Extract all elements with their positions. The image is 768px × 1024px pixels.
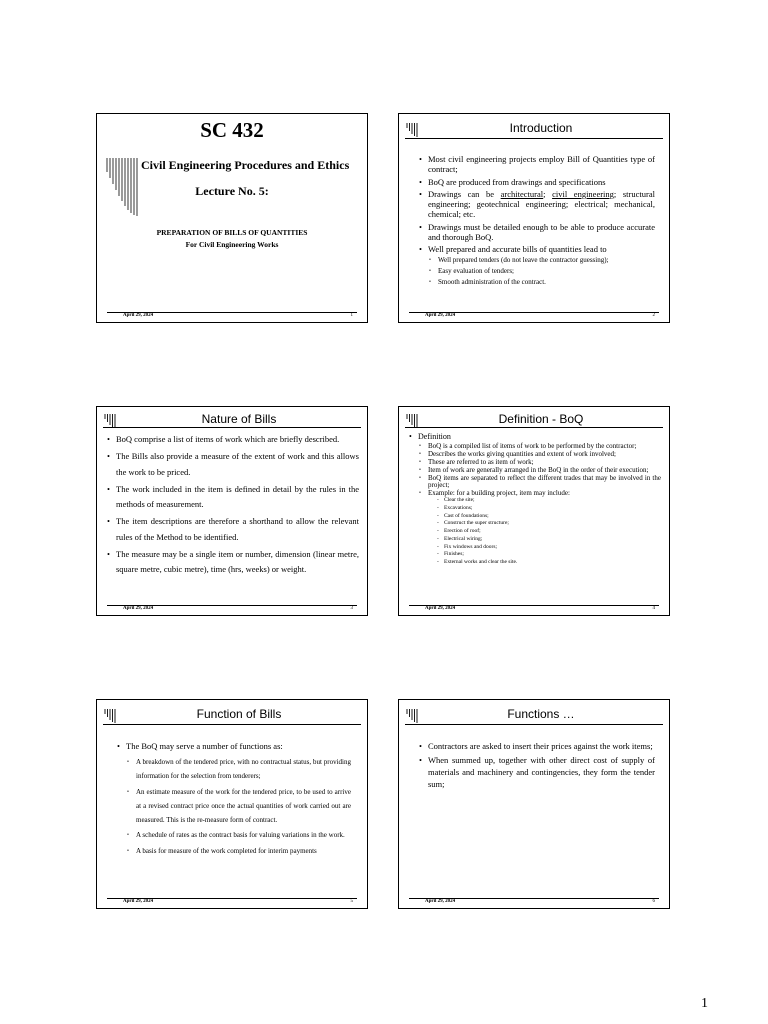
list-item: • Contractors are asked to insert their prices against the work items;: [417, 740, 655, 752]
slide-6: [398, 699, 670, 909]
bullet-list: [407, 432, 661, 567]
slide-number: 5: [350, 899, 353, 904]
page-number: 1: [701, 996, 708, 1011]
sub-item: • Well prepared tenders (do not leave the contractor guessing);: [428, 255, 655, 266]
list-item: • Drawings must be detailed enough to be able to produce accurate and thorough BoQ.: [417, 222, 655, 242]
example-item: - Electrical wiring;: [436, 536, 661, 544]
slide-5: [96, 699, 368, 909]
slide-title: Definition - BoQ: [498, 412, 584, 426]
drawings-rest: structural engineering; geotechnical engineering; electrical; mechanical, chemical; etc.: [428, 189, 655, 219]
bullet-list: [115, 740, 351, 860]
sub-item-text: Example: for a building project, item may include:: [428, 488, 570, 497]
slide-number: 2: [652, 313, 655, 318]
bars-logo-icon: [406, 709, 418, 723]
slide-title: Nature of Bills: [201, 412, 277, 426]
drawings-civil: civil engineering: [552, 189, 614, 199]
slide-number: 1: [350, 313, 353, 318]
sub-item: [418, 490, 661, 567]
bullet-list: [105, 432, 359, 579]
bullet-list: [417, 740, 655, 791]
list-item-text: The BoQ may serve a number of functions as:: [126, 741, 283, 751]
list-item: [407, 432, 661, 567]
slide-footer: [399, 312, 669, 322]
example-item: - Construct the super structure;: [436, 520, 661, 528]
slide-title: Function of Bills: [196, 707, 282, 721]
slide-title: Functions …: [507, 707, 575, 721]
slide-number: 4: [652, 606, 655, 611]
slide-2: [398, 113, 670, 323]
list-item: • Most civil engineering projects employ Bill of Quantities type of contract;: [417, 154, 655, 174]
list-item: • BoQ are produced from drawings and specifications: [417, 177, 655, 187]
slide-date: April 29, 2024: [123, 899, 154, 904]
list-item: • The measure may be a single item or number, dimension (linear metre, square metre, cubic metre), time (hrs, weeks) or weight.: [105, 547, 359, 578]
example-item: - Finishes;: [436, 551, 661, 559]
slide-date: April 29, 2024: [425, 313, 456, 318]
example-item: - Clear the site;: [436, 497, 661, 505]
slide-date: April 29, 2024: [123, 606, 154, 611]
example-item: - Erection of roof;: [436, 528, 661, 536]
sub-item: • BoQ items are separated to reflect the different trades that may be involved in the project;: [418, 475, 661, 490]
course-code: SC 432: [200, 118, 264, 142]
list-item: • Drawings can be architectural; civil engineering; structural engineering; geotechnical engineering; electrical; mechanical, chemical; etc.: [417, 189, 655, 219]
slide-footer: [97, 312, 367, 322]
slide-4: [398, 406, 670, 616]
example-item: - External works and clear the site.: [436, 559, 661, 567]
sub-item: • These are referred to as item of work;: [418, 459, 661, 466]
bars-logo-icon: [406, 414, 418, 428]
sub-item: • A breakdown of the tendered price, with no contractual status, but providing information for the selection from tenderers;: [126, 755, 351, 783]
slide-date: April 29, 2024: [425, 606, 456, 611]
slide-date: April 29, 2024: [123, 313, 154, 318]
slide-title: Introduction: [509, 121, 573, 135]
sub-item: • Easy evaluation of tenders;: [428, 266, 655, 277]
sub-item: • Item of work are generally arranged in the BoQ in the order of their execution;: [418, 467, 661, 474]
bars-logo-icon: [406, 123, 418, 137]
drawings-architectural: architectural: [500, 189, 544, 199]
list-item: • When summed up, together with other direct cost of supply of materials and machinery and contingencies, they form the tender sum;: [417, 754, 655, 790]
lecture-number: Lecture No. 5:: [195, 184, 269, 198]
definition-heading: Definition: [418, 432, 451, 441]
sub-item: • A schedule of rates as the contract basis for valuing variations in the work.: [126, 828, 351, 842]
list-item: • BoQ comprise a list of items of work which are briefly described.: [105, 432, 359, 448]
slide-footer: [97, 898, 367, 908]
list-item: [417, 244, 655, 288]
sub-item: • A basis for measure of the work completed for interim payments: [126, 844, 351, 858]
example-item: - Fix windows and doors;: [436, 544, 661, 552]
example-item: - Excavations;: [436, 505, 661, 513]
course-title: Civil Engineering Procedures and Ethics: [141, 158, 350, 172]
list-item: • The item descriptions are therefore a shorthand to allow the relevant rules of the Method to be identified.: [105, 514, 359, 545]
drawings-prefix: Drawings can be: [428, 189, 495, 199]
slide-footer: [97, 605, 367, 615]
slide-date: April 29, 2024: [425, 899, 456, 904]
slide-3: [96, 406, 368, 616]
slide-number: 3: [350, 606, 353, 611]
list-item: • The work included in the item is defined in detail by the rules in the methods of measurement.: [105, 482, 359, 513]
list-item: • The Bills also provide a measure of the extent of work and this allows the work to be priced.: [105, 449, 359, 480]
example-item: - Cast of foundations;: [436, 513, 661, 521]
list-item: [115, 740, 351, 858]
lecture-subtitle: PREPARATION OF BILLS OF QUANTITIES: [156, 228, 308, 237]
slide-footer: [399, 605, 669, 615]
lecture-subtitle-2: For Civil Engineering Works: [185, 240, 279, 249]
bars-logo-icon: [104, 709, 116, 723]
sub-item: • Describes the works giving quantities and extent of work involved;: [418, 451, 661, 458]
sub-item: • BoQ is a compiled list of items of work to be performed by the contractor;: [418, 443, 661, 450]
slide-number: 6: [652, 899, 655, 904]
bars-logo-icon: [104, 414, 116, 428]
slide-footer: [399, 898, 669, 908]
slide-1: [96, 113, 368, 323]
list-item-text: Well prepared and accurate bills of quantities lead to: [428, 244, 607, 254]
bullet-list: [417, 154, 655, 291]
sub-item: • Smooth administration of the contract.: [428, 277, 655, 288]
sub-item: • An estimate measure of the work for the tendered price, to be used to arrive at a revised contract price once the actual quantities of work carried out are measured. This is the re-measure form of contract.: [126, 785, 351, 827]
